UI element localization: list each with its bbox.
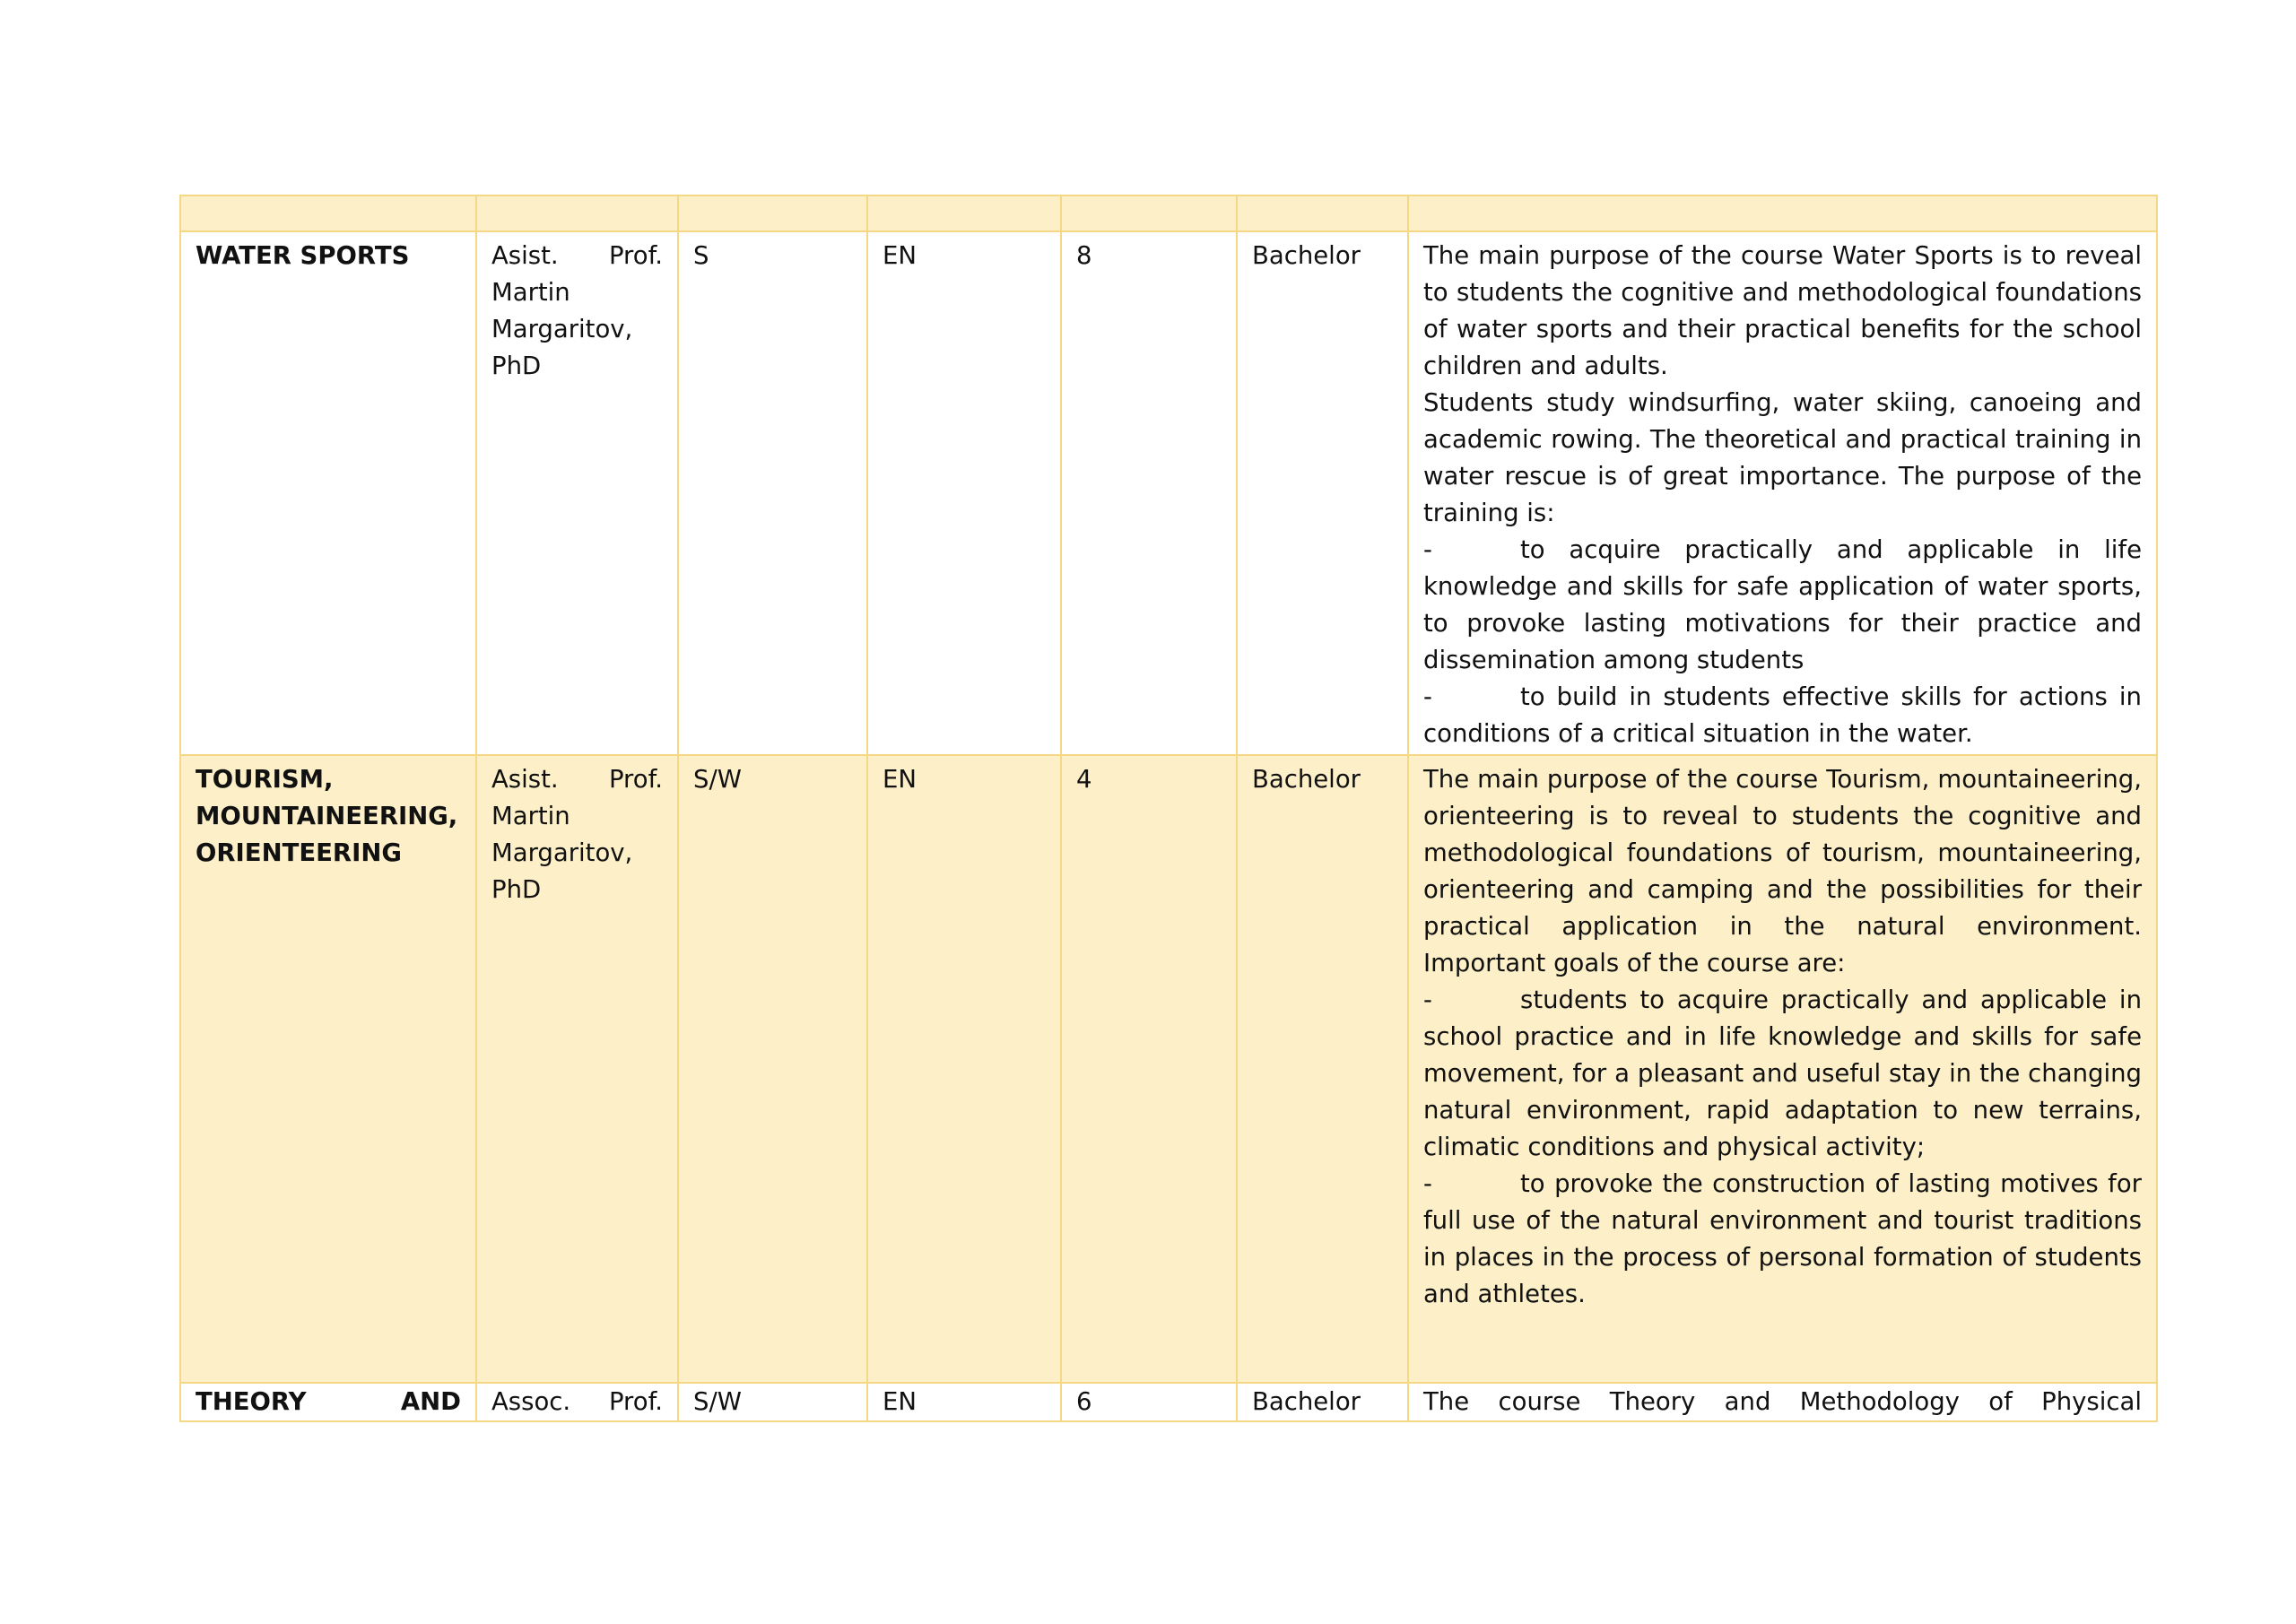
course-name xyxy=(180,1383,476,1421)
bullet-text: students to acquire practically and applicable in school practice and in life knowledge and skills for safe movement, for a pleasant and useful stay in the changing natural environment, rapid adaptation to new terrains, climatic conditions and physical activity; xyxy=(1423,986,2142,1161)
level-cell: Bachelor xyxy=(1237,755,1408,1383)
bullet-text: to provoke the construction of lasting motives for full use of the natural environment and tourist traditions in places in the process of personal formation of students and athletes. xyxy=(1423,1169,2142,1308)
credits-cell: 4 xyxy=(1061,755,1237,1383)
course-name-line: TOURISM, xyxy=(196,765,334,794)
semester-cell: S xyxy=(678,231,867,755)
table-header-row xyxy=(180,195,2157,231)
lecturer-title xyxy=(491,1384,663,1420)
header-cell xyxy=(867,195,1061,231)
header-cell xyxy=(180,195,476,231)
lecturer-cell xyxy=(476,231,678,755)
header-cell xyxy=(1237,195,1408,231)
lecturer-title xyxy=(491,761,663,798)
description-paragraph: The main purpose of the course Tourism, mountaineering, orienteering is to reveal to students the cognitive and methodological foundations of tourism, mountaineering, orienteering and camping and the possibilities for their practical application in the natural environment. Important goals of the course are: xyxy=(1423,765,2142,977)
table-row xyxy=(180,755,2157,1383)
header-cell xyxy=(678,195,867,231)
course-name: WATER SPORTS xyxy=(180,231,476,755)
lecturer-cell xyxy=(476,1383,678,1421)
lecturer-title-word: Asist. xyxy=(491,765,559,794)
lecturer-cell xyxy=(476,755,678,1383)
description-paragraph: Students study windsurfing, water skiing, canoeing and academic rowing. The theoretical and practical training in water rescue is of great importance. The purpose of the training is: xyxy=(1423,388,2142,527)
lecturer-title-word: Assoc. xyxy=(491,1387,571,1416)
bullet-item xyxy=(1423,532,2142,679)
level-cell: Bachelor xyxy=(1237,1383,1408,1421)
language-cell: EN xyxy=(867,755,1061,1383)
description-paragraph: The main purpose of the course Water Sports is to reveal to students the cognitive and methodological foundations of water sports and their practical benefits for the school children and adults. xyxy=(1423,241,2142,380)
credits-cell: 6 xyxy=(1061,1383,1237,1421)
table-row xyxy=(180,1383,2157,1421)
description-first-line: The course Theory and Methodology of Physical xyxy=(1423,1387,2142,1416)
level-cell: Bachelor xyxy=(1237,231,1408,755)
language-cell: EN xyxy=(867,231,1061,755)
course-name xyxy=(180,755,476,1383)
bullet-item xyxy=(1423,982,2142,1166)
lecturer-title-word: Prof. xyxy=(608,1387,663,1416)
language-cell: EN xyxy=(867,1383,1061,1421)
header-cell xyxy=(476,195,678,231)
course-name-line: MOUNTAINEERING, xyxy=(196,802,458,830)
course-name-line: ORIENTEERING xyxy=(196,838,402,867)
semester-cell: S/W xyxy=(678,1383,867,1421)
bullet-marker: - xyxy=(1423,535,1432,564)
bullet-marker: - xyxy=(1423,682,1432,711)
courses-table xyxy=(179,195,2158,1422)
description-cell xyxy=(1408,755,2157,1383)
lecturer-title-word: Asist. xyxy=(491,241,559,270)
header-cell xyxy=(1408,195,2157,231)
description-cell xyxy=(1408,1383,2157,1421)
description-cell xyxy=(1408,231,2157,755)
bullet-item xyxy=(1423,1166,2142,1313)
bullet-text: to build in students effective skills for actions in conditions of a critical situation in the water. xyxy=(1423,682,2142,748)
bullet-marker: - xyxy=(1423,1169,1432,1198)
lecturer-title xyxy=(491,238,663,274)
table-row xyxy=(180,231,2157,755)
bullet-item xyxy=(1423,679,2142,752)
lecturer-name: Martin Margaritov, PhD xyxy=(491,802,633,904)
course-name-word: AND xyxy=(400,1387,461,1416)
header-cell xyxy=(1061,195,1237,231)
semester-cell: S/W xyxy=(678,755,867,1383)
lecturer-name: Martin Margaritov, PhD xyxy=(491,278,633,380)
course-name-word: THEORY xyxy=(196,1387,307,1416)
lecturer-title-word: Prof. xyxy=(608,765,663,794)
credits-cell: 8 xyxy=(1061,231,1237,755)
lecturer-title-word: Prof. xyxy=(608,241,663,270)
course-name-line xyxy=(196,1384,461,1420)
bullet-marker: - xyxy=(1423,986,1432,1014)
bullet-text: to acquire practically and applicable in life knowledge and skills for safe application of water sports, to provoke lasting motivations for their practice and dissemination among students xyxy=(1423,535,2142,674)
